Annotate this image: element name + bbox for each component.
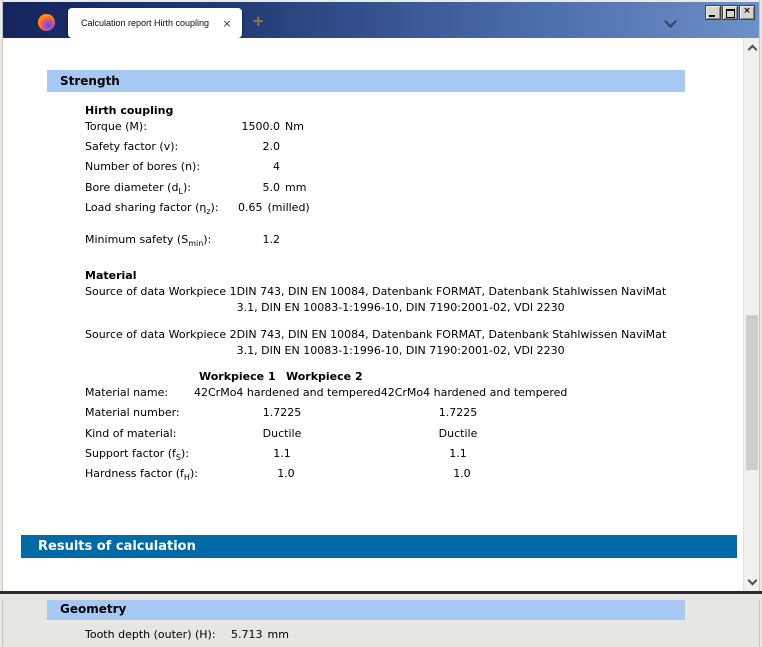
maximize-button[interactable] [722, 5, 738, 20]
param-row-minimum-safety [85, 232, 744, 252]
param-unit: Nm [285, 120, 304, 133]
minimize-button[interactable] [705, 5, 721, 20]
scroll-down-icon[interactable] [748, 577, 756, 585]
source-value: DIN 743, DIN EN 10084, Datenbank FORMAT, Datenbank Stahlwissen NaviMat 3.1, DIN EN 10083-1:1996-10, DIN 7190:2001-02, VDI 2230 [236, 328, 667, 358]
strength-section-header: Strength [47, 70, 685, 92]
close-button[interactable]: × [739, 5, 755, 20]
workpiece-1-value: 42CrMo4 hardened and tempered [194, 386, 381, 400]
workpiece-2-value: 1.7225 [438, 406, 478, 420]
source-value: DIN 743, DIN EN 10084, Datenbank FORMAT, Datenbank Stahlwissen NaviMat 3.1, DIN EN 10083-1:1996-10, DIN 7190:2001-02, VDI 2230 [236, 285, 667, 315]
workpiece-2-value: 1.0 [453, 466, 471, 480]
row-label: Material number: [85, 406, 180, 420]
param-label: Bore diameter $(d_L)$: [85, 180, 191, 196]
table-row-support-factor [85, 446, 744, 466]
workpiece-1-value: 1.7225 [262, 406, 302, 420]
param-value: 0.65 [238, 200, 263, 214]
param-row-tooth-depth [85, 627, 744, 647]
results-section-header: Results of calculation [21, 535, 737, 558]
table-row-hardness-factor [85, 466, 744, 486]
param-value: 2.0 [262, 140, 280, 154]
material-heading: Material [85, 269, 137, 283]
source-label: Source of data Workpiece 2 [85, 328, 237, 342]
param-label: Torque (M): [85, 120, 147, 133]
tab-title: Calculation report Hirth coupling [81, 18, 210, 28]
param-row-load-sharing-factor [85, 200, 744, 220]
param-label: Load sharing factor $(\eta_z)$: [85, 200, 219, 216]
param-row-bore-diameter [85, 180, 744, 200]
browser-titlebar [2, 2, 760, 38]
geometry-section-header: Geometry [47, 598, 685, 620]
firefox-icon [38, 14, 55, 31]
row-label: Support factor $(f_S)$: [85, 446, 189, 462]
workpiece-1-value: 1.1 [273, 446, 291, 460]
row-label: Material name: [85, 386, 169, 400]
window-controls [705, 5, 755, 20]
workpiece-1-value: 1.0 [277, 466, 295, 480]
param-row-number-of-bores [85, 159, 744, 179]
maximize-icon [726, 9, 735, 18]
workpiece-2-value: Ductile [438, 426, 478, 440]
row-label: Kind of material: [85, 426, 177, 440]
browser-tab[interactable] [68, 8, 242, 38]
workpiece-2-value: 42CrMo4 hardened and tempered [380, 386, 568, 400]
report-page [3, 38, 744, 642]
source-row-workpiece-1 [85, 284, 744, 316]
workpiece-1-value: Ductile [262, 426, 302, 440]
workpiece-2-column-header: Workpiece 2 [286, 370, 363, 384]
window-frame-bottom [0, 594, 762, 600]
param-unit: mm [285, 180, 307, 194]
vertical-scrollbar[interactable] [743, 38, 760, 591]
tab-close-icon[interactable]: × [222, 16, 232, 30]
source-row-workpiece-2 [85, 327, 744, 359]
window-frame-left [0, 0, 3, 647]
param-value: 5.0 [262, 180, 280, 194]
param-label: Safety factor (v): [85, 140, 179, 154]
table-row-material-number [85, 405, 744, 425]
minimize-icon [709, 15, 715, 17]
param-row-torque [85, 119, 744, 139]
workpiece-2-value: 1.1 [449, 446, 467, 460]
hirth-coupling-heading: Hirth coupling [85, 104, 174, 117]
row-label: Hardness factor $(f_H)$: [85, 466, 198, 483]
scrollbar-thumb[interactable] [746, 315, 758, 470]
workpiece-1-column-header: Workpiece 1 [199, 370, 276, 384]
param-value: 1.2 [262, 232, 280, 246]
new-tab-icon[interactable]: + [252, 12, 265, 30]
param-value: 4 [273, 160, 280, 174]
param-label: Tooth depth (outer) (H): [85, 628, 216, 642]
param-label: Minimum safety $(S_{min})$: [85, 232, 212, 249]
param-value: 1500.0 [241, 120, 280, 133]
table-row-material-name [85, 385, 744, 405]
param-unit: (milled) [267, 200, 310, 214]
param-value: 5.713 [231, 628, 263, 642]
source-label: Source of data Workpiece 1 [85, 285, 237, 299]
scroll-up-icon[interactable] [748, 44, 756, 52]
chevron-down-icon[interactable] [666, 17, 675, 26]
table-row-kind-of-material [85, 426, 744, 446]
param-row-safety-factor [85, 139, 744, 159]
param-label: Number of bores (n): [85, 160, 201, 174]
param-unit: mm [267, 628, 289, 642]
material-table-header [199, 369, 744, 385]
